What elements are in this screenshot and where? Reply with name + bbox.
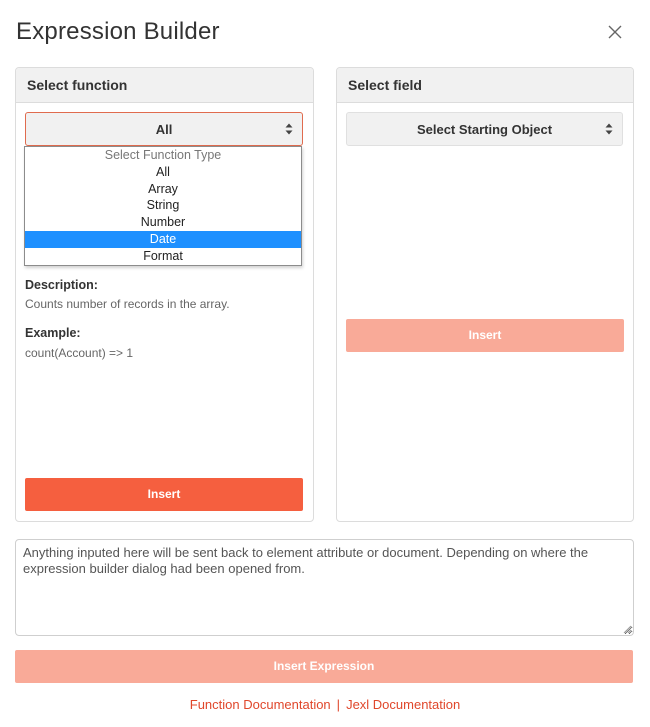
function-type-select-value: All [155,122,173,137]
function-type-select[interactable] [25,112,303,146]
select-field-panel [336,67,634,522]
starting-object-select-value: Select Starting Object [416,122,553,137]
example-text: count(Account) => 1 [25,346,134,360]
dropdown-option-string[interactable]: String [146,198,180,213]
documentation-links [0,697,650,712]
close-icon[interactable] [604,21,626,43]
link-separator: | [336,697,341,712]
select-function-panel [15,67,314,522]
dropdown-option-all[interactable]: All [156,164,170,179]
starting-object-select[interactable] [346,112,623,146]
sort-arrows-icon [285,113,293,145]
dropdown-option-date[interactable]: Date [25,231,301,248]
function-documentation-link[interactable]: Function Documentation [189,697,331,712]
dropdown-option-number[interactable]: Number [140,215,186,230]
function-type-dropdown-list [24,146,302,266]
select-function-header: Select function [16,68,313,103]
insert-function-button[interactable]: Insert [25,478,303,511]
dialog-title: Expression Builder [16,18,220,45]
dropdown-option-format[interactable]: Format [143,248,183,263]
dropdown-option-array[interactable]: Array [148,181,178,196]
description-text: Counts number of records in the array. [25,297,230,311]
insert-field-button[interactable]: Insert [346,319,624,352]
jexl-documentation-link[interactable]: Jexl Documentation [346,697,461,712]
description-label: Description: [25,278,98,292]
sort-arrows-icon [605,113,613,145]
example-label: Example: [25,326,81,340]
dropdown-option-placeholder[interactable]: Select Function Type [104,148,222,162]
insert-expression-button[interactable]: Insert Expression [15,650,633,683]
select-field-header: Select field [337,68,633,103]
expression-textarea[interactable] [15,539,634,636]
